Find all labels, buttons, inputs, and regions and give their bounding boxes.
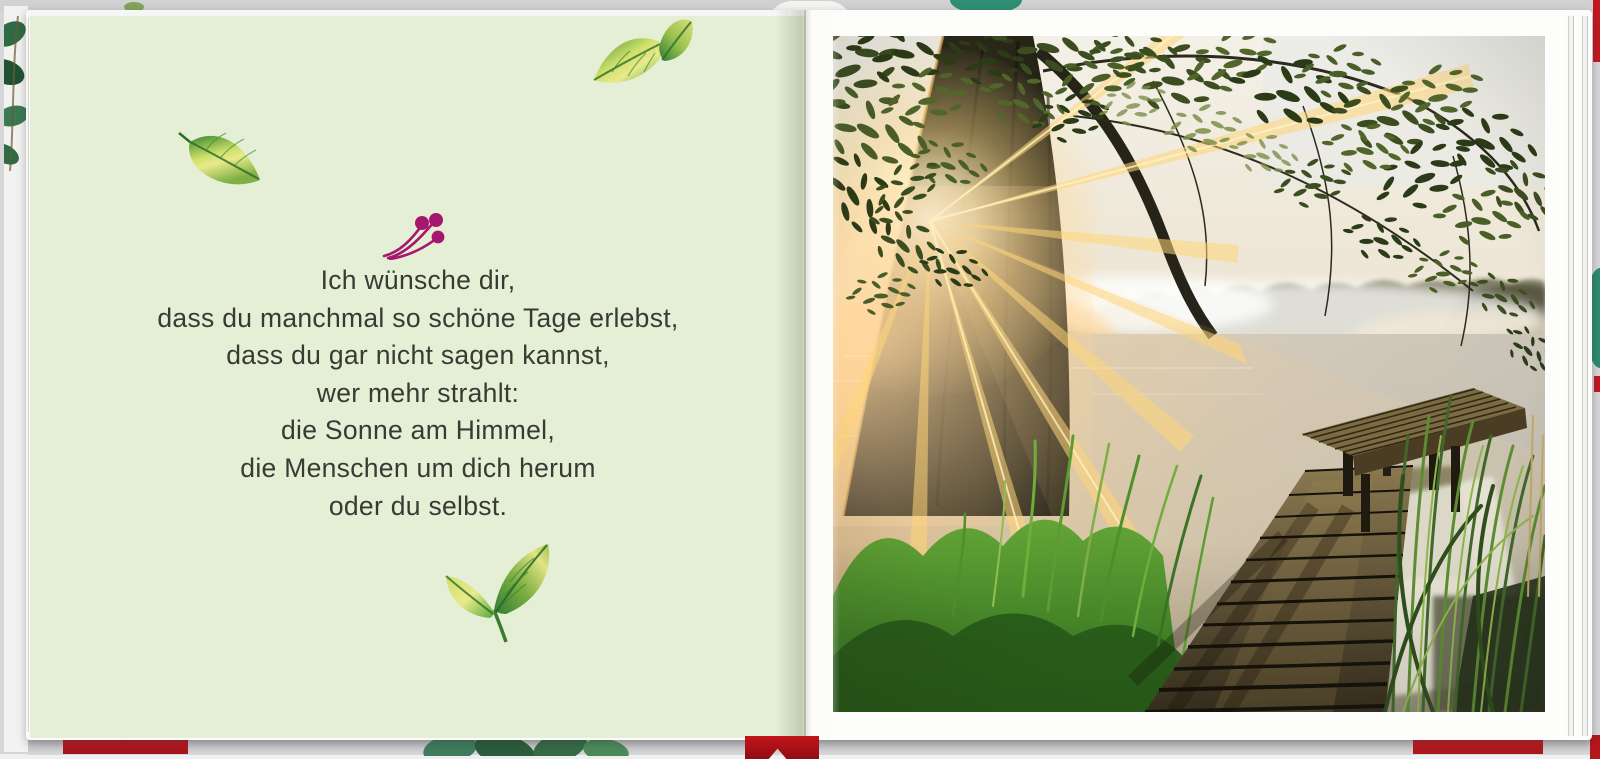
cover-left-edge <box>4 6 28 752</box>
cover-eucalyptus-leaves-icon <box>4 6 28 176</box>
lake-sunrise-photo-illustration <box>833 36 1545 712</box>
open-book-pages <box>26 10 1592 740</box>
cover-red-sliver-top-right <box>1593 0 1600 62</box>
poem-line: dass du manchmal so schöne Tage erlebst, <box>157 302 679 333</box>
cover-red-sliver-right <box>1594 376 1600 392</box>
poem-line: die Menschen um dich herum <box>240 452 596 483</box>
watercolor-leaf-pair-bottom-icon <box>436 536 571 646</box>
vignette <box>833 36 1545 712</box>
poem-text <box>30 262 806 525</box>
poem-line: wer mehr strahlt: <box>316 377 520 408</box>
poem-line: dass du gar nicht sagen kannst, <box>226 340 610 371</box>
poem-line: Ich wünsche dir, <box>320 265 516 295</box>
watercolor-leaf-single-icon <box>176 120 271 200</box>
poem-line: die Sonne am Himmel, <box>280 415 556 446</box>
cover-red-corner-bottom-right <box>1590 735 1600 759</box>
berry-sprig-icon <box>382 212 446 260</box>
left-page <box>30 16 806 738</box>
page-stack-right <box>1564 16 1590 736</box>
right-page <box>806 14 1566 738</box>
watercolor-leaf-pair-top-icon <box>588 14 698 99</box>
lake-photo <box>833 36 1545 712</box>
poem-line: oder du selbst. <box>328 490 508 521</box>
